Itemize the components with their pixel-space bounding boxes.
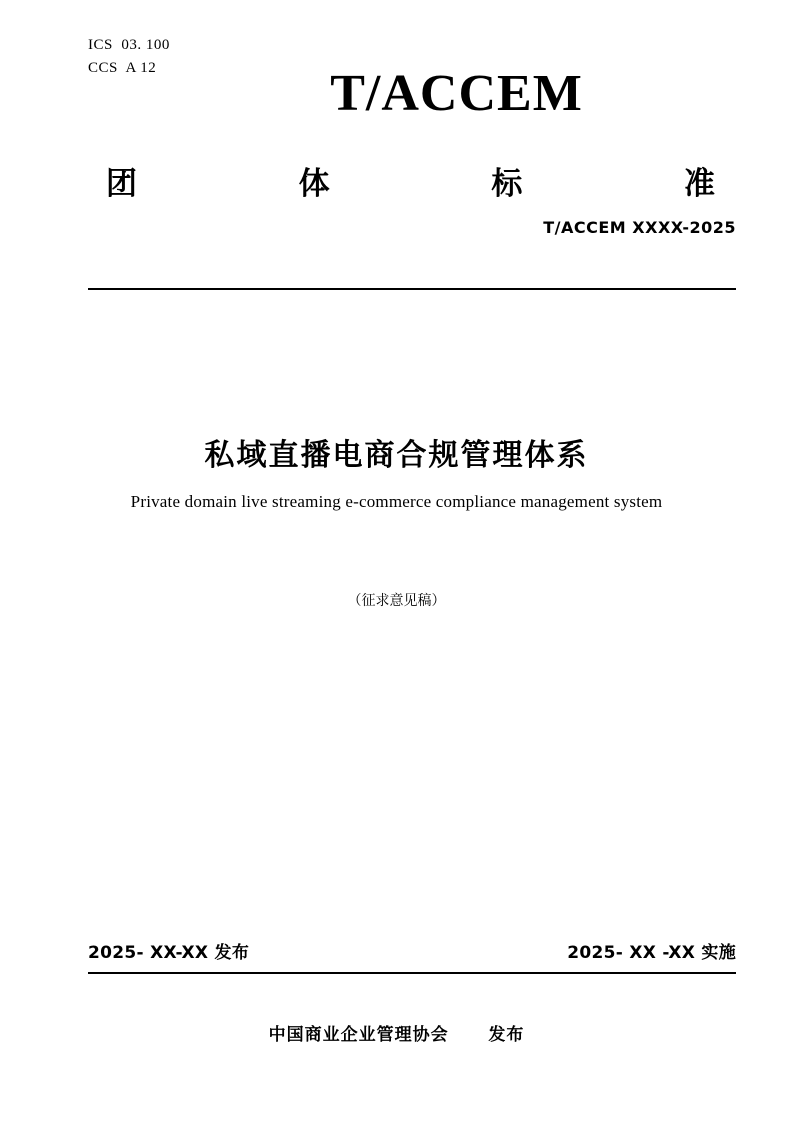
ccs-code: CCS A 12 (88, 60, 157, 77)
issuer-row (0, 1020, 793, 1045)
standard-type-char-4: 准 (683, 166, 715, 202)
standard-type-label (88, 158, 733, 203)
standard-type-char-3: 标 (491, 166, 523, 202)
release-date: 2025- XX-XX 发布 (88, 943, 250, 963)
standard-mark: T/ACCEM (330, 65, 583, 122)
standard-number: T/ACCEM XXXX-2025 (543, 218, 736, 237)
footer-divider (88, 972, 736, 974)
issuer-action: 发布 (488, 1025, 525, 1045)
issuer-name: 中国商业企业管理协会 (268, 1025, 449, 1045)
document-title-cn: 私域直播电商合规管理体系 (204, 438, 589, 473)
standard-type-char-2: 体 (298, 166, 330, 202)
document-title-en: Private domain live streaming e-commerce compliance management system (130, 492, 663, 511)
ics-code: ICS 03. 100 (88, 37, 170, 53)
date-row (88, 938, 736, 963)
header-divider (88, 288, 736, 290)
effective-date: 2025- XX -XX 实施 (567, 943, 736, 963)
draft-status-note: （征求意见稿） (347, 593, 446, 609)
standard-type-char-1: 团 (106, 166, 137, 202)
